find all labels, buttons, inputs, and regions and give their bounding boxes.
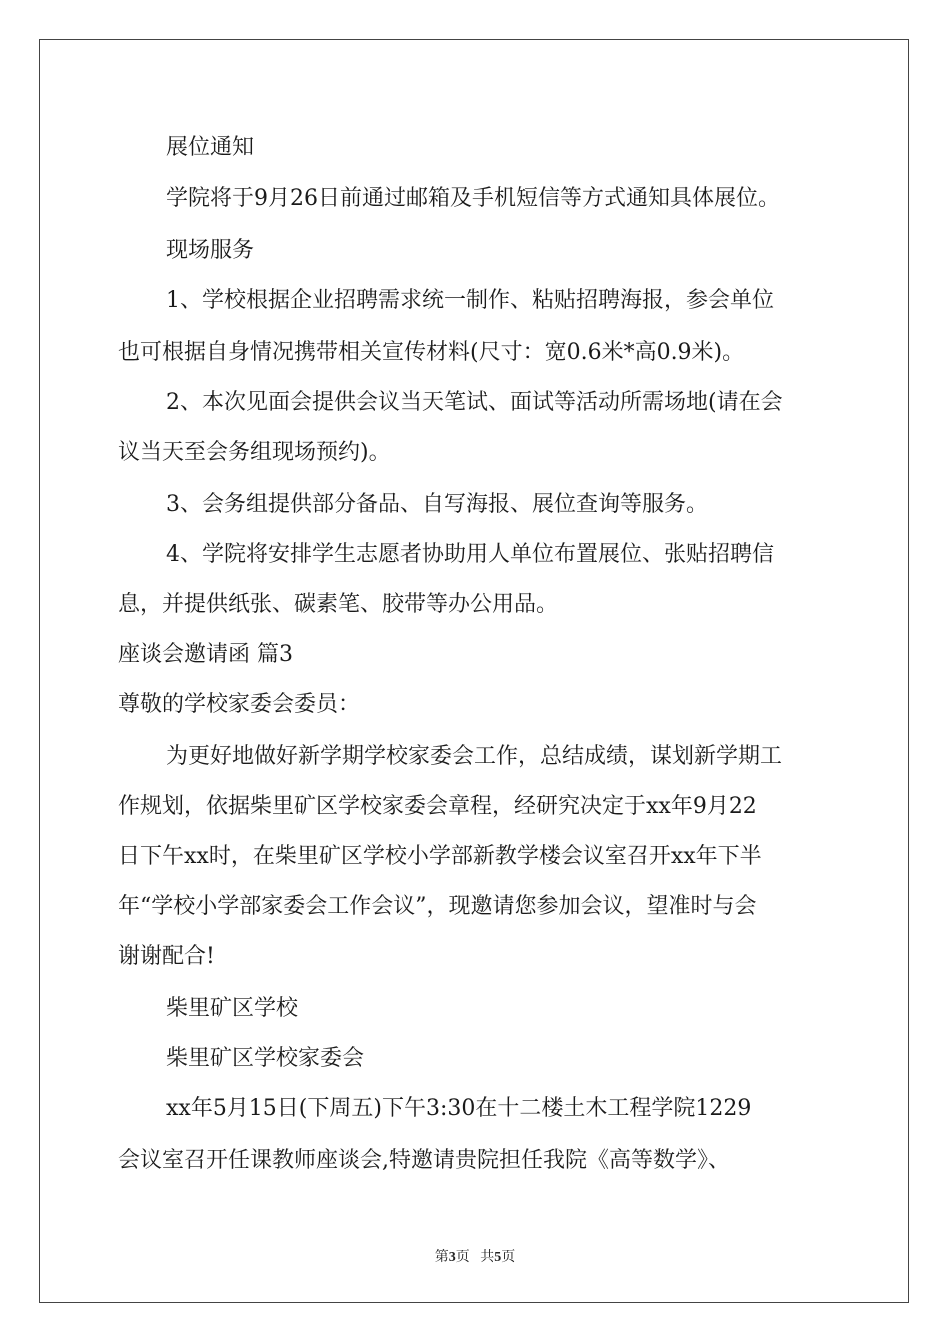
section-heading-onsite-service: 现场服务 [166, 238, 255, 263]
footer-mid: 页 共 [455, 1250, 495, 1265]
paragraph-line: 息，并提供纸张、碳素笔、胶带等办公用品。 [118, 592, 559, 617]
paragraph-line: 日下午xx时，在柴里矿区学校小学部新教学楼会议室召开xx年下半 [118, 844, 762, 869]
paragraph-line: xx年5月15日(下周五)下午3:30在十二楼土木工程学院1229 [166, 1096, 752, 1121]
signature-line: 柴里矿区学校 [166, 996, 299, 1021]
paragraph-line: 会议室召开任课教师座谈会,特邀请贵院担任我院《高等数学》、 [118, 1148, 730, 1173]
paragraph-line: 作规划，依据柴里矿区学校家委会章程，经研究决定于xx年9月22 [118, 794, 757, 819]
page-footer [0, 1246, 950, 1266]
paragraph-line: 议当天至会务组现场预约)。 [118, 440, 391, 465]
paragraph-line: 3、会务组提供部分备品、自写海报、展位查询等服务。 [166, 492, 708, 517]
footer-total-pages: 5 [494, 1250, 502, 1265]
paragraph-line: 学院将于9月26日前通过邮箱及手机短信等方式通知具体展位。 [166, 186, 780, 211]
paragraph-line: 谢谢配合! [118, 944, 215, 969]
footer-prefix: 第 [434, 1250, 449, 1265]
paragraph-line: 年“学校小学部家委会工作会议”，现邀请您参加会议，望准时与会 [118, 894, 757, 919]
paragraph-line: 2、本次见面会提供会议当天笔试、面试等活动所需场地(请在会 [166, 390, 783, 415]
section-heading-booth-notice: 展位通知 [166, 135, 255, 160]
paragraph-line: 为更好地做好新学期学校家委会工作，总结成绩，谋划新学期工 [166, 744, 783, 769]
article-title: 座谈会邀请函 篇3 [118, 642, 293, 667]
footer-page-number: 3 [448, 1250, 456, 1265]
signature-line: 柴里矿区学校家委会 [166, 1046, 365, 1071]
salutation: 尊敬的学校家委会委员： [118, 692, 361, 717]
footer-suffix: 页 [501, 1250, 516, 1265]
paragraph-line: 也可根据自身情况携带相关宣传材料(尺寸：宽0.6米*高0.9米)。 [118, 340, 745, 365]
paragraph-line: 1、学校根据企业招聘需求统一制作、粘贴招聘海报，参会单位 [166, 288, 774, 313]
paragraph-line: 4、学院将安排学生志愿者协助用人单位布置展位、张贴招聘信 [166, 542, 774, 567]
